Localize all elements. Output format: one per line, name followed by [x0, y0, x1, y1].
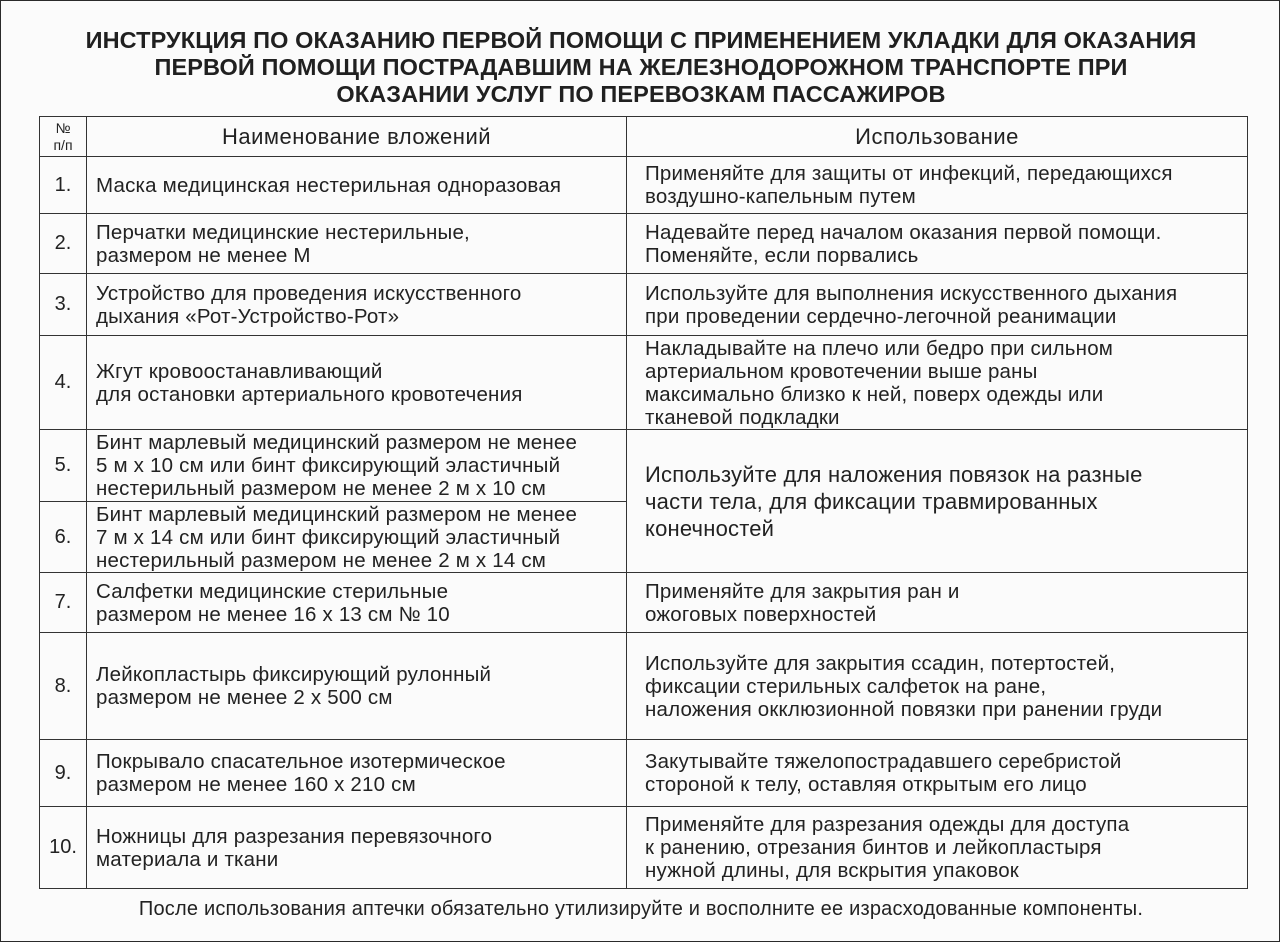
item-name-line: для остановки артериального кровотечения [96, 382, 523, 406]
item-name-line: Лейкопластырь фиксирующий рулонный [96, 663, 492, 686]
item-name [87, 157, 627, 214]
item-name-line: размером не менее М [96, 243, 311, 267]
header-item-name: Наименование вложений [87, 117, 627, 157]
item-usage-line: Используйте для закрытия ссадин, потертостей, [645, 651, 1116, 675]
row-number: 4. [40, 336, 87, 430]
item-usage-line: части тела, для фиксации травмированных [645, 488, 1098, 514]
item-usage-line: Закутывайте тяжелопострадавшего серебристой [645, 750, 1122, 773]
item-usage-line: Используйте для выполнения искусственного дыхания [645, 281, 1178, 305]
item-usage-line: нужной длины, для вскрытия упаковок [645, 859, 1019, 882]
item-name-line: нестерильный размером не менее 2 м х 14 см [96, 548, 547, 572]
item-name-line: Жгут кровоостанавливающий [96, 359, 383, 383]
item-usage-line: Поменяйте, если порвались [645, 243, 919, 267]
title-line-2: ПЕРВОЙ ПОМОЩИ ПОСТРАДАВШИМ НА ЖЕЛЕЗНОДОРОЖНОМ ТРАНСПОРТЕ ПРИ [154, 54, 1128, 80]
item-usage [627, 807, 1248, 889]
item-name [87, 430, 627, 502]
header-number-abbr: п/п [53, 136, 73, 153]
item-name-line: размером не менее 160 х 210 см [96, 773, 416, 796]
title-line-3: ОКАЗАНИИ УСЛУГ ПО ПЕРЕВОЗКАМ ПАССАЖИРОВ [336, 81, 946, 107]
table-row [40, 807, 1248, 889]
first-aid-kit-table [39, 116, 1248, 889]
item-usage-line: Применяйте для защиты от инфекций, передающихся [645, 162, 1173, 185]
item-usage-line: максимально близко к ней, поверх одежды или [645, 382, 1104, 406]
row-number: 5. [40, 430, 87, 502]
item-name-line: Бинт марлевый медицинский размером не менее [96, 502, 578, 526]
item-usage [627, 633, 1248, 740]
item-usage [627, 573, 1248, 633]
item-name-line: Салфетки медицинские стерильные [96, 579, 449, 603]
item-name [87, 274, 627, 336]
footer-note: После использования аптечки обязательно утилизируйте и восполните ее израсходованные компоненты. [138, 898, 1144, 920]
row-number: 2. [40, 214, 87, 274]
item-usage-line: при проведении сердечно-легочной реанимации [645, 304, 1117, 328]
row-number: 7. [40, 573, 87, 633]
item-name-line: Ножницы для разрезания перевязочного [96, 824, 493, 848]
item-usage [627, 336, 1248, 430]
item-usage [627, 214, 1248, 274]
item-name [87, 633, 627, 740]
item-name-line: нестерильный размером не менее 2 м х 10 см [96, 477, 547, 500]
header-usage: Использование [627, 117, 1248, 157]
header-number-sign: № [55, 119, 71, 136]
item-usage-line: Используйте для наложения повязок на разные [645, 461, 1143, 487]
item-usage-line: к ранению, отрезания бинтов и лейкопластыря [645, 836, 1102, 859]
item-usage-line: Надевайте перед началом оказания первой помощи. [645, 220, 1162, 244]
row-number: 10. [40, 807, 87, 889]
item-usage-line: конечностей [645, 515, 775, 541]
item-usage-line: Накладывайте на плечо или бедро при сильном [645, 336, 1114, 360]
item-name [87, 573, 627, 633]
item-name-line: Покрывало спасательное изотермическое [96, 750, 506, 773]
item-usage-line: Применяйте для разрезания одежды для доступа [645, 813, 1130, 836]
item-name-line: дыхания «Рот-Устройство-Рот» [96, 304, 400, 328]
item-usage-line: воздушно-капельным путем [645, 185, 916, 208]
item-name-line: размером не менее 16 х 13 см № 10 [96, 602, 450, 626]
item-name [87, 214, 627, 274]
table-row [40, 573, 1248, 633]
table-row [40, 740, 1248, 807]
item-name-line: Маска медицинская нестерильная одноразовая [96, 173, 562, 197]
item-name [87, 740, 627, 807]
header-number [40, 117, 87, 157]
item-usage-line: фиксации стерильных салфеток на ране, [645, 674, 1047, 698]
table-row [40, 157, 1248, 214]
row-number: 9. [40, 740, 87, 807]
title-line-1: ИНСТРУКЦИЯ ПО ОКАЗАНИЮ ПЕРВОЙ ПОМОЩИ С ПРИМЕНЕНИЕМ УКЛАДКИ ДЛЯ ОКАЗАНИЯ [85, 27, 1197, 53]
item-usage-line: тканевой подкладки [645, 405, 840, 429]
item-name-line: 5 м х 10 см или бинт фиксирующий эластичный [96, 454, 561, 477]
table-row [40, 633, 1248, 740]
item-name-line: материала и ткани [96, 847, 279, 871]
item-usage-line: наложения окклюзионной повязки при ранении груди [645, 697, 1163, 721]
item-usage-line: Применяйте для закрытия ран и [645, 579, 960, 603]
item-usage [627, 274, 1248, 336]
table-row [40, 336, 1248, 430]
row-number: 6. [40, 502, 87, 573]
item-name-line: Устройство для проведения искусственного [96, 281, 522, 305]
table-header-row [40, 117, 1248, 157]
row-number: 3. [40, 274, 87, 336]
table-row [40, 214, 1248, 274]
table-row [40, 430, 1248, 502]
row-number: 1. [40, 157, 87, 214]
item-usage-merged [627, 430, 1248, 573]
item-usage-line: артериальном кровотечении выше раны [645, 359, 1038, 383]
item-usage [627, 740, 1248, 807]
item-name-line: размером не менее 2 х 500 см [96, 686, 393, 709]
item-name-line: 7 м х 14 см или бинт фиксирующий эластичный [96, 525, 561, 549]
item-name-line: Перчатки медицинские нестерильные, [96, 220, 470, 244]
item-name [87, 807, 627, 889]
document-title [31, 27, 1251, 108]
table-row [40, 274, 1248, 336]
item-name [87, 336, 627, 430]
item-name [87, 502, 627, 573]
item-usage-line: стороной к телу, оставляя открытым его лицо [645, 773, 1087, 796]
item-usage-line: ожоговых поверхностей [645, 602, 877, 626]
item-name-line: Бинт марлевый медицинский размером не менее [96, 431, 578, 454]
row-number: 8. [40, 633, 87, 740]
item-usage [627, 157, 1248, 214]
